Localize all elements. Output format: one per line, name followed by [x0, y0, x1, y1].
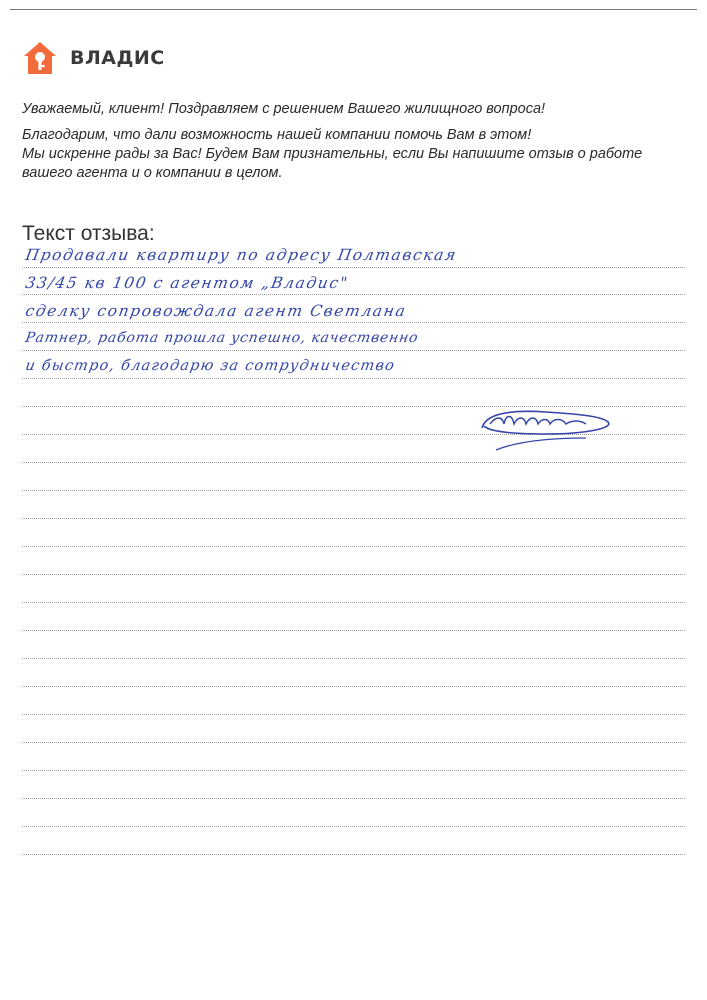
writing-line	[22, 854, 685, 855]
writing-line	[22, 518, 685, 519]
writing-line	[22, 574, 685, 575]
writing-line	[22, 490, 685, 491]
brand-logo	[22, 40, 165, 76]
handwritten-line: Ратнер, работа прошла успешно, качественно	[24, 330, 420, 346]
review-heading: Текст отзыва:	[22, 222, 155, 245]
house-key-icon	[22, 40, 58, 76]
writing-line	[22, 322, 685, 323]
writing-line	[22, 294, 685, 295]
writing-line	[22, 658, 685, 659]
handwritten-line: 33/45 кв 100 с агентом „Владис"	[24, 274, 351, 292]
handwritten-line: сделку сопровождала агент Светлана	[24, 302, 409, 320]
handwritten-line: и быстро, благодарю за сотрудничество	[24, 358, 397, 374]
writing-line	[22, 714, 685, 715]
intro-text	[22, 100, 672, 190]
top-rule	[10, 9, 697, 10]
intro-line-2: Мы искренне рады за Вас! Будем Вам признательны, если Вы напишите отзыв о работе вашего агента и о компании в целом.	[22, 146, 643, 181]
writing-line	[22, 826, 685, 827]
writing-line	[22, 630, 685, 631]
writing-line	[22, 378, 685, 379]
handwritten-line: Продавали квартиру по адресу Полтавская	[24, 246, 459, 264]
writing-line	[22, 742, 685, 743]
intro-thanks	[22, 126, 672, 183]
intro-greeting: Уважаемый, клиент! Поздравляем с решением Вашего жилищного вопроса!	[22, 101, 546, 117]
writing-line	[22, 546, 685, 547]
brand-name: ВЛАДИС	[70, 47, 165, 69]
intro-line-1: Благодарим, что дали возможность нашей компании помочь Вам в этом!	[22, 127, 532, 143]
writing-line	[22, 462, 685, 463]
writing-line	[22, 267, 685, 268]
writing-line	[22, 798, 685, 799]
signature	[476, 390, 616, 456]
writing-line	[22, 602, 685, 603]
writing-line	[22, 350, 685, 351]
writing-line	[22, 770, 685, 771]
writing-line	[22, 686, 685, 687]
